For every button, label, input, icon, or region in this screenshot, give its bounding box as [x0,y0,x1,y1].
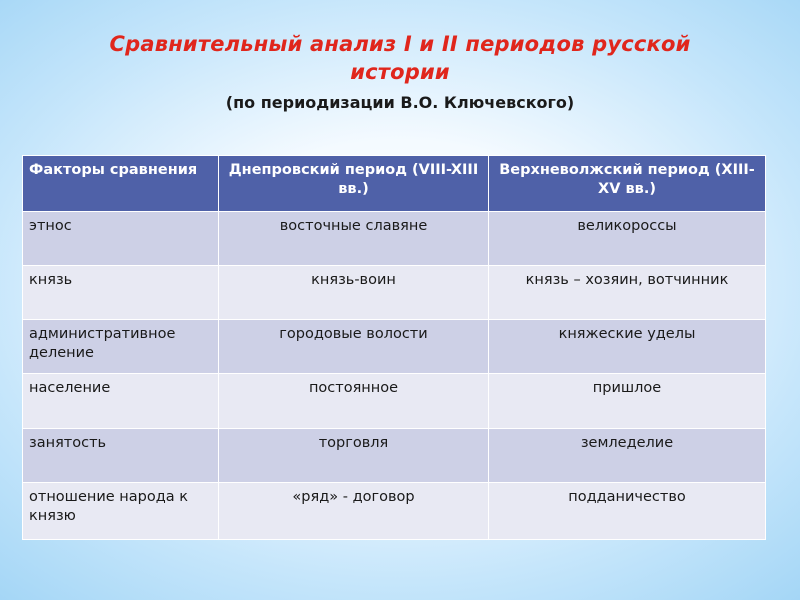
row-dnieper-value: «ряд» - договор [219,483,489,540]
comparison-table [22,155,766,540]
row-upper-volga-value: земледелие [489,429,766,483]
table-row [23,483,766,540]
row-upper-volga-value: великороссы [489,212,766,266]
row-upper-volga-value: князь – хозяин, вотчинник [489,266,766,320]
row-upper-volga-value: подданичество [489,483,766,540]
slide-subtitle: (по периодизации В.О. Ключевского) [225,93,575,112]
row-dnieper-value: восточные славяне [219,212,489,266]
row-dnieper-value: постоянное [219,374,489,429]
row-factor: князь [23,266,219,320]
header-factors: Факторы сравнения [23,156,219,212]
row-dnieper-value: торговля [219,429,489,483]
header-dnieper-period: Днепровский период (VIII-XIII вв.) [219,156,489,212]
table-header-row [23,156,766,212]
row-factor: население [23,374,219,429]
row-upper-volga-value: пришлое [489,374,766,429]
table-row [23,429,766,483]
row-factor: административное деление [23,320,219,374]
row-dnieper-value: князь-воин [219,266,489,320]
row-dnieper-value: городовые волости [219,320,489,374]
table-row [23,374,766,429]
table-row [23,320,766,374]
table-row [23,266,766,320]
slide-title: Сравнительный анализ I и II периодов русской истории [109,32,691,84]
table-row [23,212,766,266]
row-upper-volga-value: княжеские уделы [489,320,766,374]
row-factor: занятость [23,429,219,483]
row-factor: отношение народа к князю [23,483,219,540]
header-upper-volga-period: Верхневолжский период (XIII-XV вв.) [489,156,766,212]
row-factor: этнос [23,212,219,266]
